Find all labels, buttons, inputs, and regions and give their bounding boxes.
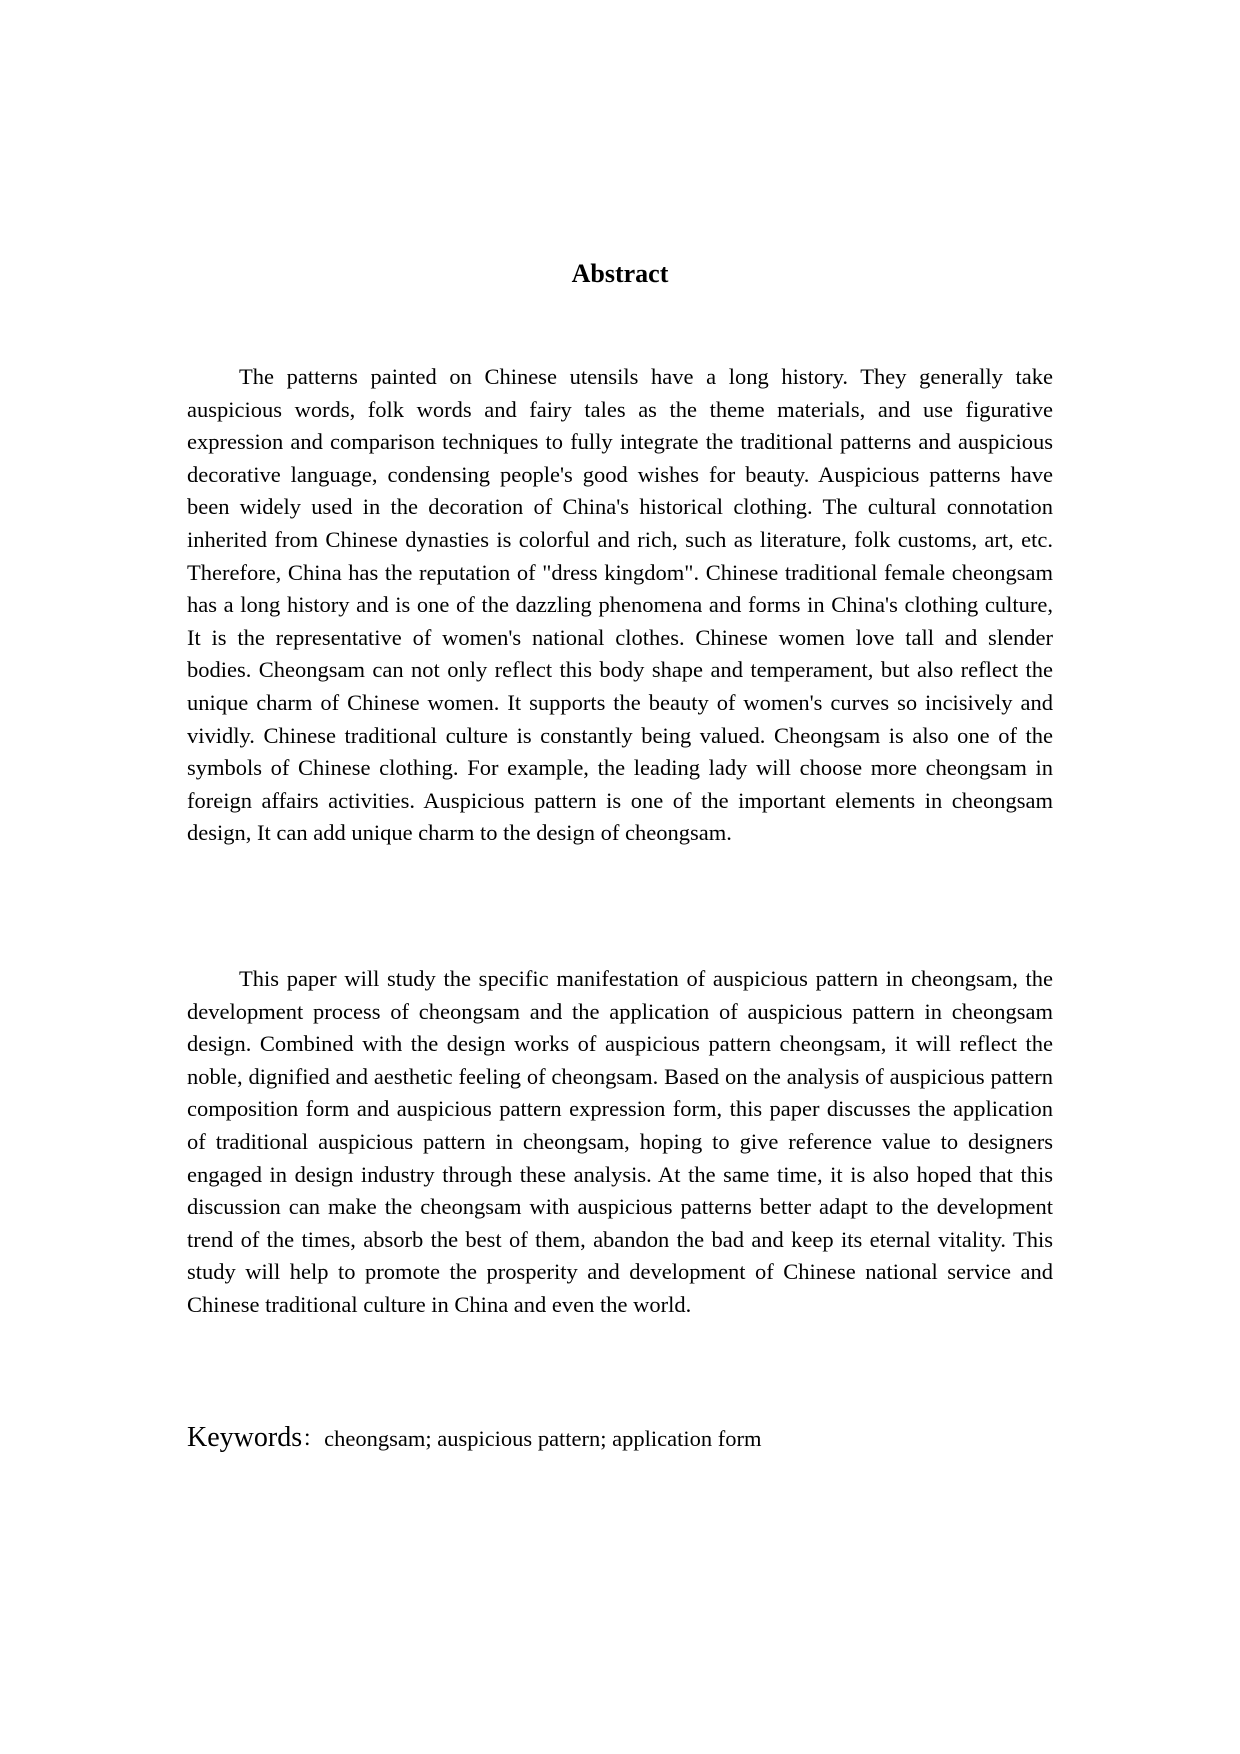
- keywords-label: Keywords: [187, 1422, 303, 1453]
- keywords-text: cheongsam; auspicious pattern; application form: [324, 1426, 762, 1451]
- keywords-line: [187, 1420, 1053, 1457]
- abstract-title: Abstract: [571, 259, 669, 288]
- keywords-separator: ：: [302, 1426, 325, 1451]
- abstract-paragraph-2: This paper will study the specific manifestation of auspicious pattern in cheongsam, the development process of cheongsam and the application of auspicious pattern in cheongsam design. Combined with the design works of auspicious pattern cheongsam, it will reflect the noble, dignified and aesthetic feeling of cheongsam. Based on the analysis of auspicious pattern composition form and auspicious pattern expression form, this paper discusses the application of traditional auspicious pattern in cheongsam, hoping to give reference value to designers engaged in design industry through these analysis. At the same time, it is also hoped that this discussion can make the cheongsam with auspicious patterns better adapt to the development trend of the times, absorb the best of them, abandon the bad and keep its eternal vitality. This study will help to promote the prosperity and development of Chinese national service and Chinese traditional culture in China and even the world.: [187, 966, 1053, 1317]
- abstract-paragraph-1: The patterns painted on Chinese utensils have a long history. They generally take auspicious words, folk words and fairy tales as the theme materials, and use figurative expression and comparison techniques to fully integrate the traditional patterns and auspicious decorative language, condensing people's good wishes for beauty. Auspicious patterns have been widely used in the decoration of China's historical clothing. The cultural connotation inherited from Chinese dynasties is colorful and rich, such as literature, folk customs, art, etc. Therefore, China has the reputation of "dress kingdom". Chinese traditional female cheongsam has a long history and is one of the dazzling phenomena and forms in China's clothing culture, It is the representative of women's national clothes. Chinese women love tall and slender bodies. Cheongsam can not only reflect this body shape and temperament, but also reflect the unique charm of Chinese women. It supports the beauty of women's curves so incisively and vividly. Chinese traditional culture is constantly being valued. Cheongsam is also one of the symbols of Chinese clothing. For example, the leading lady will choose more cheongsam in foreign affairs activities. Auspicious pattern is one of the important elements in cheongsam design, It can add unique charm to the design of cheongsam.: [187, 364, 1053, 846]
